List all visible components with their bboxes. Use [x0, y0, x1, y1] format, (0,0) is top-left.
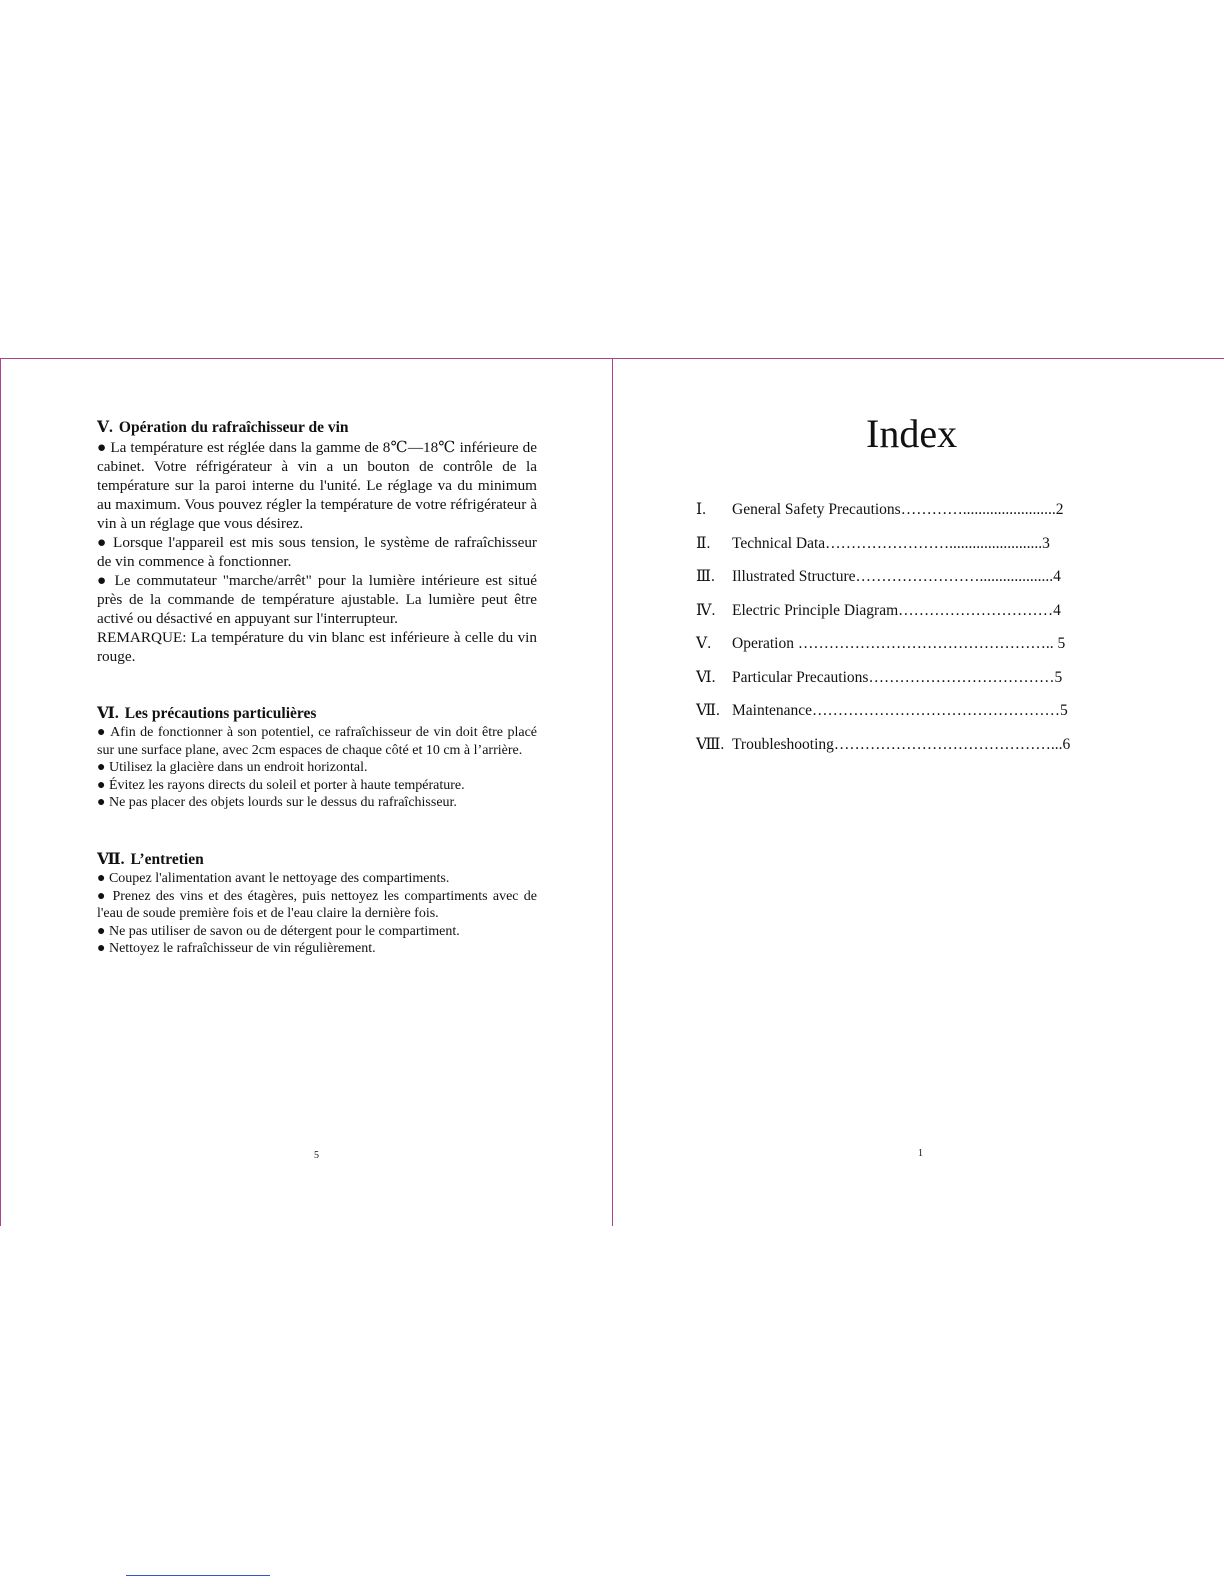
section-numeral: Ⅶ. — [97, 850, 125, 868]
page-number-right: 1 — [918, 1148, 923, 1159]
toc-numeral: Ⅰ. — [696, 501, 706, 518]
toc-numeral: Ⅷ. — [696, 735, 725, 753]
page-number-left: 5 — [314, 1150, 319, 1161]
section-title: Opération du rafraîchisseur de vin — [118, 419, 349, 436]
toc-entry[interactable] — [696, 601, 1106, 635]
section-title: Les précautions particulières — [124, 705, 317, 722]
toc-title: Technical Data……………………........................3 — [732, 534, 1050, 552]
toc-entry[interactable] — [696, 701, 1106, 735]
toc-numeral: Ⅵ. — [696, 668, 716, 686]
toc-title: Electric Principle Diagram…………………………4 — [732, 601, 1061, 619]
section-numeral: Ⅴ. — [97, 419, 113, 436]
table-of-contents — [696, 500, 1106, 768]
section-maintenance — [97, 850, 537, 958]
section-title: L’entretien — [130, 850, 204, 868]
paragraph: REMARQUE: La température du vin blanc est inférieure à celle du vin rouge. — [97, 629, 537, 665]
toc-numeral: Ⅳ. — [696, 601, 716, 619]
paragraph: ● Coupez l'alimentation avant le nettoyage des compartiments. — [97, 870, 450, 886]
footer-link-underline[interactable] — [126, 1575, 270, 1576]
section-heading-operation — [97, 418, 537, 438]
toc-title: Particular Precautions………………………………5 — [732, 668, 1063, 686]
toc-title: Operation ………………………………………….. 5 — [732, 635, 1066, 652]
paragraph: ● Nettoyez le rafraîchisseur de vin régulièrement. — [97, 941, 376, 957]
section-numeral: Ⅵ. — [97, 705, 119, 722]
section-heading-maintenance — [97, 850, 537, 870]
paragraph: ● Le commutateur "marche/arrêt" pour la lumière intérieure est situé près de la commande de température ajustable. La lumière peut être activé ou désactivé en appuyant sur l'interrupteur. — [97, 572, 537, 627]
toc-numeral: Ⅲ. — [696, 568, 715, 585]
toc-entry[interactable] — [696, 500, 1106, 534]
paragraph: ● Prenez des vins et des étagères, puis nettoyez les compartiments avec de l'eau de soude première fois et de l'eau claire la dernière fois. — [97, 888, 537, 922]
paragraph: ● Afin de fonctionner à son potentiel, ce rafraîchisseur de vin doit être placé sur une surface plane, avec 2cm espaces de chaque côté et 10 cm à l’arrière. — [97, 725, 537, 758]
page-border-left — [0, 358, 1, 1226]
toc-title: General Safety Precautions…………........................2 — [732, 501, 1064, 518]
paragraph: ● Évitez les rayons directs du soleil et porter à haute température. — [97, 777, 465, 793]
toc-entry[interactable] — [696, 634, 1106, 668]
toc-title: Maintenance…………………………………………5 — [732, 702, 1068, 719]
toc-entry[interactable] — [696, 735, 1106, 769]
toc-numeral: Ⅴ. — [696, 635, 712, 652]
toc-title: Troubleshooting……………………………………...6 — [732, 735, 1071, 753]
toc-entry[interactable] — [696, 668, 1106, 702]
paragraph: ● Ne pas placer des objets lourds sur le dessus du rafraîchisseur. — [97, 795, 457, 811]
toc-numeral: Ⅱ. — [696, 534, 711, 552]
page-divider — [612, 358, 613, 1226]
section-operation — [97, 418, 537, 666]
left-page — [97, 418, 537, 958]
toc-title: Illustrated Structure……………………...................4 — [732, 568, 1061, 585]
toc-numeral: Ⅶ. — [696, 702, 720, 719]
paragraph: ● Utilisez la glacière dans un endroit horizontal. — [97, 760, 368, 776]
paragraph: ● Lorsque l'appareil est mis sous tension, le système de rafraîchisseur de vin commence à fonctionner. — [97, 534, 537, 570]
toc-entry[interactable] — [696, 567, 1106, 601]
paragraph: ● La température est réglée dans la gamme de 8℃—18℃ inférieure de cabinet. Votre réfrigérateur à vin a un bouton de contrôle de la température sur la paroi interne du l'unité. Le réglage va du minimum au maximum. Vous pouvez régler la température de votre réfrigérateur à vin à un réglage que vous désirez. — [97, 439, 537, 532]
toc-entry[interactable] — [696, 534, 1106, 568]
section-heading-precautions — [97, 704, 537, 724]
index-title: Index — [866, 411, 958, 456]
paragraph: ● Ne pas utiliser de savon ou de détergent pour le compartiment. — [97, 923, 460, 939]
section-precautions — [97, 704, 537, 812]
